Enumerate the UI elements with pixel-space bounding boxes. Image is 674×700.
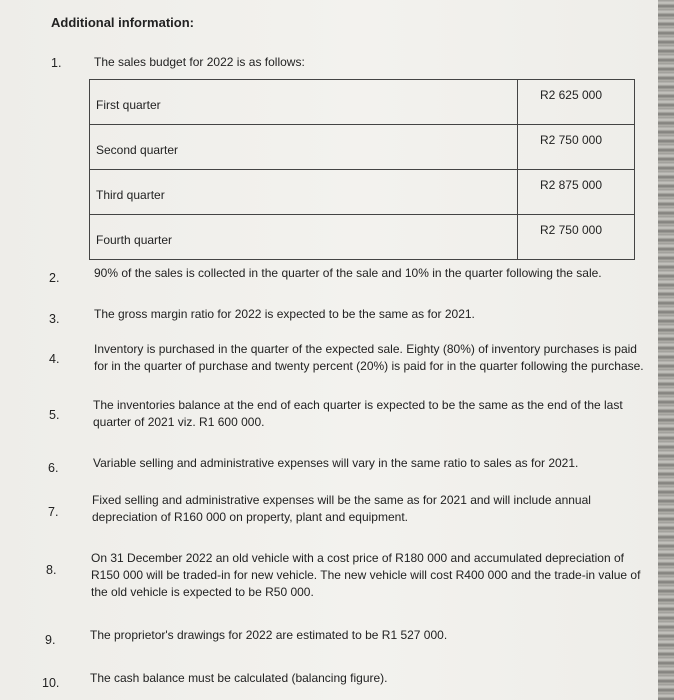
- item-number: 1.: [51, 56, 62, 70]
- item-number: 8.: [46, 563, 57, 577]
- item-number: 9.: [45, 633, 56, 647]
- item-text: Inventory is purchased in the quarter of the expected sale. Eighty (80%) of inventory purchases is paid for in the quarter of purchase and twenty percent (20%) is paid for in the quarter following the purchase.: [94, 342, 644, 373]
- table-row: [90, 215, 635, 260]
- item-text: The proprietor's drawings for 2022 are estimated to be R1 527 000.: [90, 628, 448, 642]
- quarter-value: R2 875 000: [518, 170, 635, 215]
- item-text: On 31 December 2022 an old vehicle with a cost price of R180 000 and accumulated depreciation of R150 000 will be traded-in for new vehicle. The new vehicle will cost R400 000 and the trade-in value of the old vehicle is expected to be R50 000.: [91, 551, 641, 599]
- quarter-label: Second quarter: [90, 125, 518, 170]
- item-text: The inventories balance at the end of each quarter is expected to be the same as the end of the last quarter of 2021 viz. R1 600 000.: [93, 398, 623, 429]
- item-number: 4.: [49, 352, 60, 366]
- item-text: Variable selling and administrative expenses will vary in the same ratio to sales as for 2021.: [93, 456, 579, 470]
- paper-edge: [658, 0, 674, 700]
- sales-budget-table: [89, 79, 635, 260]
- item-number: 5.: [49, 408, 60, 422]
- item-number: 2.: [49, 271, 60, 285]
- item-number: 3.: [49, 312, 60, 326]
- section-heading: Additional information:: [51, 15, 194, 30]
- quarter-label: First quarter: [90, 80, 518, 125]
- quarter-label: Fourth quarter: [90, 215, 518, 260]
- item-text: 90% of the sales is collected in the quarter of the sale and 10% in the quarter following the sale.: [94, 266, 602, 280]
- item-number: 7.: [48, 505, 59, 519]
- item-number: 6.: [48, 461, 59, 475]
- quarter-value: R2 625 000: [518, 80, 635, 125]
- table-row: [90, 125, 635, 170]
- quarter-label: Third quarter: [90, 170, 518, 215]
- table-row: [90, 170, 635, 215]
- quarter-value: R2 750 000: [518, 215, 635, 260]
- item-text: The sales budget for 2022 is as follows:: [94, 55, 305, 69]
- item-number: 10.: [42, 676, 60, 690]
- table-row: [90, 80, 635, 125]
- item-text: The gross margin ratio for 2022 is expected to be the same as for 2021.: [94, 307, 475, 321]
- item-text: Fixed selling and administrative expenses will be the same as for 2021 and will include annual depreciation of R160 000 on property, plant and equipment.: [92, 493, 591, 524]
- item-text: The cash balance must be calculated (balancing figure).: [90, 671, 388, 685]
- quarter-value: R2 750 000: [518, 125, 635, 170]
